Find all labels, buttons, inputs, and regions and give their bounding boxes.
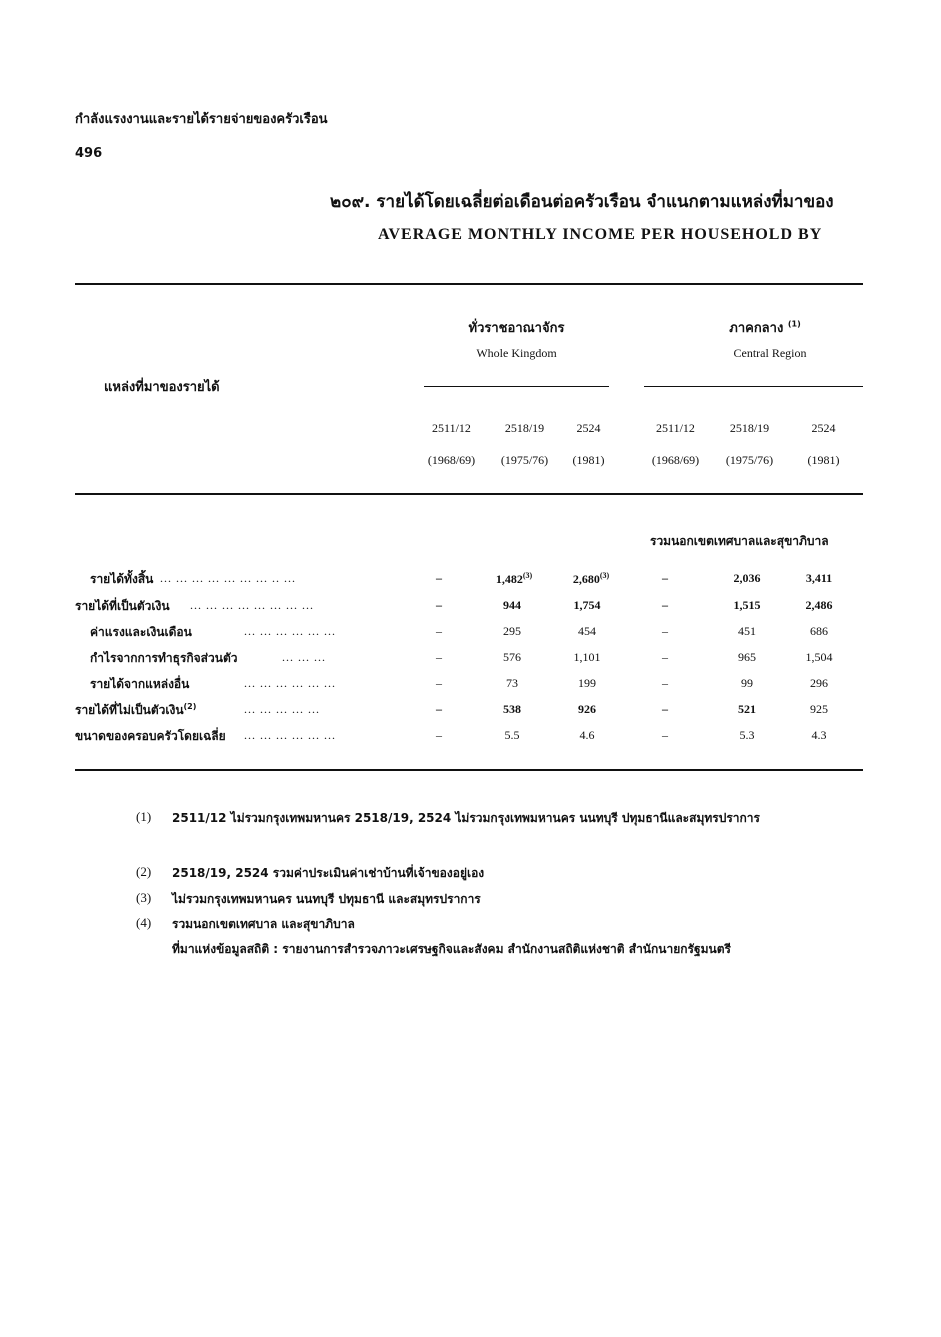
table-cell bbox=[630, 624, 700, 639]
cell-value: – bbox=[436, 728, 442, 742]
table-cell bbox=[404, 728, 474, 743]
table-cell bbox=[712, 598, 782, 613]
table-cell bbox=[477, 624, 547, 639]
source-note: ที่มาแห่งข้อมูลสถิติ : รายงานการสำรวจภาวะเศรษฐกิจและสังคม สำนักงานสถิติแห่งชาติ สำนักนายกรัฐมนตรี bbox=[172, 942, 731, 956]
cell-value: – bbox=[662, 571, 668, 585]
cell-value: 295 bbox=[503, 624, 521, 638]
cell-value: 2,486 bbox=[805, 598, 833, 612]
leader-dots: ... ... ... ... ... ... ... .. ... bbox=[160, 571, 296, 585]
table-cell bbox=[712, 728, 782, 743]
table-cell bbox=[784, 702, 854, 717]
running-header: กำลังแรงงานและรายได้รายจ่ายของครัวเรือน bbox=[75, 112, 328, 127]
table-title-english: AVERAGE MONTHLY INCOME PER HOUSEHOLD BY bbox=[378, 226, 823, 243]
group-header-thai-kingdom: ทั่วราชอาณาจักร bbox=[468, 321, 565, 336]
table-cell bbox=[477, 728, 547, 743]
table-cell bbox=[404, 702, 474, 717]
year-header-ad: (1968/69) bbox=[427, 453, 476, 467]
cell-value: 1,504 bbox=[805, 650, 833, 664]
cell-value: 576 bbox=[503, 650, 521, 664]
footnote-text: ไม่รวมกรุงเทพมหานคร นนทบุรี ปทุมธานี และสมุทรปราการ bbox=[172, 892, 481, 906]
table-cell bbox=[712, 571, 782, 586]
group-header-thai-central-label: ภาคกลาง bbox=[729, 321, 784, 336]
year-header-ad: (1981) bbox=[572, 453, 605, 467]
leader-dots: ... ... ... ... ... ... bbox=[244, 624, 336, 638]
table-cell bbox=[784, 598, 854, 613]
table-cell bbox=[552, 728, 622, 743]
cell-value: – bbox=[662, 598, 668, 612]
table-cell bbox=[630, 728, 700, 743]
table-cell bbox=[552, 624, 622, 639]
cell-value: 925 bbox=[810, 702, 828, 716]
footnote-text: 2511/12 ไม่รวมกรุงเทพมหานคร 2518/19, 2524 ไม่รวมกรุงเทพมหานคร นนทบุรี ปทุมธานีและสมุทรปราการ bbox=[172, 811, 760, 825]
year-header: 2518/19 bbox=[504, 421, 545, 435]
row-label-text: รายได้ที่เป็นตัวเงิน bbox=[75, 599, 170, 613]
leader-dots: ... ... ... ... ... bbox=[244, 702, 320, 716]
footnote-number: (4) bbox=[136, 915, 152, 930]
bottom-rule bbox=[75, 769, 863, 771]
table-cell bbox=[784, 728, 854, 743]
row-label-text: รายได้จากแหล่งอื่น bbox=[90, 677, 190, 691]
table-cell bbox=[556, 571, 626, 587]
row-label bbox=[90, 623, 192, 642]
cell-value: – bbox=[436, 571, 442, 585]
table-cell bbox=[630, 571, 700, 586]
cell-value: – bbox=[662, 676, 668, 690]
cell-value: 2,036 bbox=[733, 571, 761, 585]
cell-value: 5.3 bbox=[739, 728, 755, 742]
year-header: 2511/12 bbox=[432, 421, 471, 435]
row-label-text: รายได้ทั้งสิ้น bbox=[90, 572, 154, 586]
cell-value: 944 bbox=[503, 598, 521, 612]
table-cell bbox=[712, 650, 782, 665]
table-cell bbox=[712, 702, 782, 717]
section-subheading: รวมนอกเขตเทศบาลและสุขาภิบาล bbox=[650, 534, 829, 548]
cell-value: – bbox=[436, 650, 442, 664]
table-cell bbox=[630, 702, 700, 717]
table-cell bbox=[630, 650, 700, 665]
cell-note: (3) bbox=[599, 571, 610, 580]
cell-value: – bbox=[662, 702, 668, 716]
cell-value: 99 bbox=[741, 676, 753, 690]
table-cell bbox=[477, 676, 547, 691]
year-header-ad: (1975/76) bbox=[500, 453, 549, 467]
cell-value: 454 bbox=[578, 624, 596, 638]
table-cell bbox=[784, 676, 854, 691]
row-label bbox=[75, 727, 226, 746]
table-cell bbox=[552, 650, 622, 665]
year-header: 2524 bbox=[811, 421, 836, 435]
table-cell bbox=[712, 624, 782, 639]
cell-value: 451 bbox=[738, 624, 756, 638]
table-cell bbox=[552, 676, 622, 691]
row-label bbox=[90, 570, 153, 589]
row-label bbox=[75, 597, 170, 616]
row-label-text: ค่าแรงและเงินเดือน bbox=[90, 625, 192, 639]
cell-value: 4.3 bbox=[811, 728, 827, 742]
leader-dots: ... ... ... bbox=[282, 650, 326, 664]
footnote-number: (1) bbox=[136, 809, 152, 824]
table-cell bbox=[712, 676, 782, 691]
footnote-text: 2518/19, 2524 รวมค่าประเมินค่าเช่าบ้านที่เจ้าของอยู่เอง bbox=[172, 866, 485, 880]
cell-value: – bbox=[436, 702, 442, 716]
cell-value: – bbox=[436, 598, 442, 612]
cell-value: – bbox=[662, 650, 668, 664]
cell-value: 686 bbox=[810, 624, 828, 638]
cell-value: 1,515 bbox=[733, 598, 761, 612]
row-label-text: กำไรจากการทำธุรกิจส่วนตัว bbox=[90, 651, 238, 665]
group-header-central-note: (1) bbox=[787, 319, 801, 329]
table-cell bbox=[404, 571, 474, 586]
header-rule bbox=[75, 493, 863, 495]
cell-value: 3,411 bbox=[805, 571, 833, 585]
group-underline-kingdom bbox=[424, 386, 609, 387]
footnote-text: รวมนอกเขตเทศบาล และสุขาภิบาล bbox=[172, 917, 355, 931]
footnote-number: (2) bbox=[136, 864, 152, 879]
year-header-ad: (1975/76) bbox=[725, 453, 774, 467]
footnote-number: (3) bbox=[136, 890, 152, 905]
year-header: 2518/19 bbox=[729, 421, 770, 435]
cell-value: 965 bbox=[738, 650, 756, 664]
cell-value: 1,482 bbox=[495, 572, 523, 586]
table-cell bbox=[552, 702, 622, 717]
cell-value: – bbox=[436, 676, 442, 690]
year-header: 2524 bbox=[576, 421, 601, 435]
row-label-note: (2) bbox=[183, 702, 197, 711]
table-cell bbox=[404, 598, 474, 613]
group-underline-central bbox=[644, 386, 863, 387]
row-label bbox=[90, 675, 189, 694]
year-header: 2511/12 bbox=[656, 421, 695, 435]
cell-value: 4.6 bbox=[579, 728, 595, 742]
cell-value: 521 bbox=[738, 702, 756, 716]
group-header-english-kingdom: Whole Kingdom bbox=[476, 346, 557, 360]
table-cell bbox=[404, 676, 474, 691]
table-cell bbox=[552, 598, 622, 613]
cell-value: – bbox=[662, 728, 668, 742]
table-cell bbox=[784, 650, 854, 665]
table-cell bbox=[477, 598, 547, 613]
top-rule bbox=[75, 283, 863, 285]
row-label-text: รายได้ที่ไม่เป็นตัวเงิน bbox=[75, 703, 184, 717]
cell-value: 199 bbox=[578, 676, 596, 690]
table-cell bbox=[404, 624, 474, 639]
cell-value: – bbox=[436, 624, 442, 638]
cell-value: 1,754 bbox=[573, 598, 601, 612]
cell-value: 926 bbox=[578, 702, 596, 716]
cell-value: 1,101 bbox=[573, 650, 601, 664]
table-cell bbox=[630, 676, 700, 691]
group-header-thai-central bbox=[700, 317, 830, 338]
leader-dots: ... ... ... ... ... ... ... ... bbox=[190, 598, 314, 612]
table-cell bbox=[404, 650, 474, 665]
cell-value: 5.5 bbox=[504, 728, 520, 742]
table-cell bbox=[784, 624, 854, 639]
cell-value: 73 bbox=[506, 676, 518, 690]
row-label bbox=[90, 649, 237, 668]
row-label-text: ขนาดของครอบครัวโดยเฉลี่ย bbox=[75, 729, 226, 743]
table-cell bbox=[479, 571, 549, 587]
cell-value: 538 bbox=[503, 702, 521, 716]
cell-value: 2,680 bbox=[572, 572, 600, 586]
cell-value: – bbox=[662, 624, 668, 638]
leader-dots: ... ... ... ... ... ... bbox=[244, 676, 336, 690]
cell-value: 296 bbox=[810, 676, 828, 690]
table-cell bbox=[477, 702, 547, 717]
page-number: 496 bbox=[75, 146, 103, 161]
leader-dots: ... ... ... ... ... ... bbox=[244, 728, 336, 742]
cell-note: (3) bbox=[522, 571, 533, 580]
year-header-ad: (1968/69) bbox=[651, 453, 700, 467]
group-header-english-central: Central Region bbox=[733, 346, 807, 360]
table-cell bbox=[630, 598, 700, 613]
table-cell bbox=[784, 571, 854, 586]
table-cell bbox=[477, 650, 547, 665]
stub-header: แหล่งที่มาของรายได้ bbox=[104, 380, 220, 395]
table-title-thai: ๒๐๙. รายได้โดยเฉลี่ยต่อเดือนต่อครัวเรือน จำแนกตามแหล่งที่มาของ bbox=[330, 192, 834, 212]
row-label bbox=[75, 701, 196, 720]
year-header-ad: (1981) bbox=[807, 453, 840, 467]
